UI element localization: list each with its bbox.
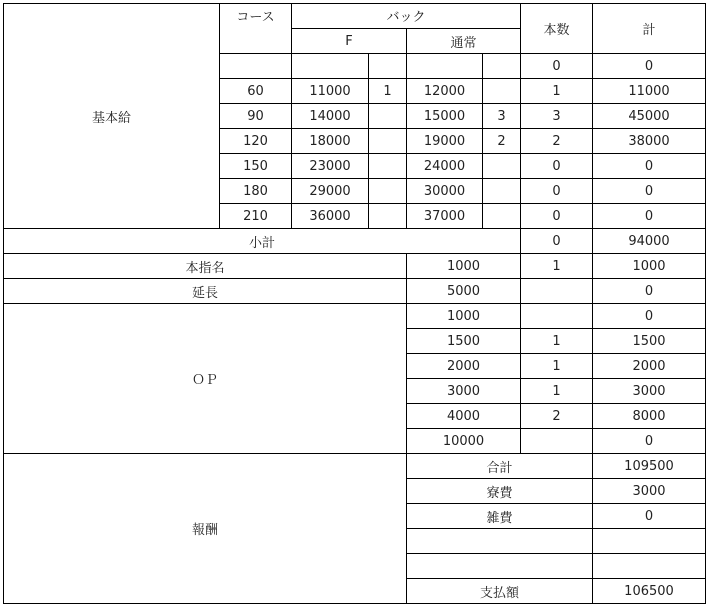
- count-cell[interactable]: 0: [520, 203, 593, 229]
- total-cell[interactable]: 0: [592, 153, 706, 179]
- hoshu-item-value[interactable]: [592, 528, 706, 554]
- hoshu-item-value[interactable]: 106500: [592, 578, 706, 604]
- f-price-cell[interactable]: 14000: [291, 103, 369, 129]
- encho-total[interactable]: 0: [592, 278, 706, 304]
- f-count-cell[interactable]: [368, 53, 407, 79]
- honshimei-total[interactable]: 1000: [592, 253, 706, 279]
- normal-price-cell[interactable]: [406, 53, 483, 79]
- f-count-cell[interactable]: [368, 203, 407, 229]
- count-cell[interactable]: 1: [520, 78, 593, 104]
- op-total-cell[interactable]: 1500: [592, 328, 706, 354]
- normal-count-cell[interactable]: [482, 53, 521, 79]
- hoshu-item-value[interactable]: 109500: [592, 453, 706, 479]
- normal-price-cell[interactable]: 30000: [406, 178, 483, 204]
- op-total-cell[interactable]: 3000: [592, 378, 706, 404]
- op-count-cell[interactable]: 2: [520, 403, 593, 429]
- normal-count-cell[interactable]: [482, 153, 521, 179]
- normal-count-cell[interactable]: [482, 178, 521, 204]
- subtotal-label[interactable]: 小計: [3, 228, 521, 254]
- total-cell[interactable]: 0: [592, 178, 706, 204]
- f-price-cell[interactable]: 29000: [291, 178, 369, 204]
- total-cell[interactable]: 0: [592, 53, 706, 79]
- f-price-cell[interactable]: 23000: [291, 153, 369, 179]
- normal-price-cell[interactable]: 15000: [406, 103, 483, 129]
- subtotal-count[interactable]: 0: [520, 228, 593, 254]
- count-cell[interactable]: 3: [520, 103, 593, 129]
- encho-price[interactable]: 5000: [406, 278, 521, 304]
- op-count-cell[interactable]: 1: [520, 353, 593, 379]
- header-total[interactable]: 計: [592, 3, 706, 54]
- op-total-cell[interactable]: 0: [592, 428, 706, 454]
- op-total-cell[interactable]: 2000: [592, 353, 706, 379]
- f-count-cell[interactable]: [368, 103, 407, 129]
- hoshu-item-value[interactable]: 0: [592, 503, 706, 529]
- encho-label[interactable]: 延長: [3, 278, 407, 304]
- hoshu-item-label[interactable]: [406, 528, 593, 554]
- op-count-cell[interactable]: [520, 428, 593, 454]
- header-f[interactable]: F: [291, 28, 407, 54]
- normal-count-cell[interactable]: [482, 203, 521, 229]
- op-total-cell[interactable]: 0: [592, 303, 706, 329]
- honshimei-label[interactable]: 本指名: [3, 253, 407, 279]
- f-count-cell[interactable]: [368, 178, 407, 204]
- count-cell[interactable]: 2: [520, 128, 593, 154]
- header-course[interactable]: コース: [219, 3, 292, 54]
- course-cell[interactable]: 180: [219, 178, 292, 204]
- course-cell[interactable]: 60: [219, 78, 292, 104]
- op-price-cell[interactable]: 2000: [406, 353, 521, 379]
- course-cell[interactable]: 150: [219, 153, 292, 179]
- header-count[interactable]: 本数: [520, 3, 593, 54]
- op-count-cell[interactable]: 1: [520, 328, 593, 354]
- op-price-cell[interactable]: 10000: [406, 428, 521, 454]
- course-cell[interactable]: 120: [219, 128, 292, 154]
- subtotal-total[interactable]: 94000: [592, 228, 706, 254]
- f-price-cell[interactable]: 36000: [291, 203, 369, 229]
- course-cell[interactable]: 210: [219, 203, 292, 229]
- op-price-cell[interactable]: 1000: [406, 303, 521, 329]
- f-count-cell[interactable]: [368, 128, 407, 154]
- count-cell[interactable]: 0: [520, 153, 593, 179]
- normal-count-cell[interactable]: [482, 78, 521, 104]
- normal-price-cell[interactable]: 24000: [406, 153, 483, 179]
- f-count-cell[interactable]: [368, 153, 407, 179]
- hoshu-item-label[interactable]: 寮費: [406, 478, 593, 504]
- honshimei-price[interactable]: 1000: [406, 253, 521, 279]
- op-label[interactable]: ＯＰ: [3, 303, 407, 454]
- encho-count[interactable]: [520, 278, 593, 304]
- op-price-cell[interactable]: 1500: [406, 328, 521, 354]
- count-cell[interactable]: 0: [520, 53, 593, 79]
- total-cell[interactable]: 11000: [592, 78, 706, 104]
- f-count-cell[interactable]: 1: [368, 78, 407, 104]
- kihonkyu-label-cell[interactable]: 基本給: [3, 3, 220, 229]
- header-back[interactable]: バック: [291, 3, 521, 29]
- header-normal[interactable]: 通常: [406, 28, 521, 54]
- hoshu-item-label[interactable]: 雑費: [406, 503, 593, 529]
- f-price-cell[interactable]: 11000: [291, 78, 369, 104]
- normal-price-cell[interactable]: 19000: [406, 128, 483, 154]
- hoshu-item-value[interactable]: 3000: [592, 478, 706, 504]
- op-total-cell[interactable]: 8000: [592, 403, 706, 429]
- normal-count-cell[interactable]: 2: [482, 128, 521, 154]
- f-price-cell[interactable]: 18000: [291, 128, 369, 154]
- count-cell[interactable]: 0: [520, 178, 593, 204]
- honshimei-count[interactable]: 1: [520, 253, 593, 279]
- course-cell[interactable]: [219, 53, 292, 79]
- op-count-cell[interactable]: 1: [520, 378, 593, 404]
- total-cell[interactable]: 0: [592, 203, 706, 229]
- course-cell[interactable]: 90: [219, 103, 292, 129]
- hoshu-item-label[interactable]: 支払額: [406, 578, 593, 604]
- op-price-cell[interactable]: 3000: [406, 378, 521, 404]
- op-price-cell[interactable]: 4000: [406, 403, 521, 429]
- total-cell[interactable]: 38000: [592, 128, 706, 154]
- f-price-cell[interactable]: [291, 53, 369, 79]
- hoshu-label[interactable]: 報酬: [3, 453, 407, 604]
- hoshu-item-label[interactable]: 合計: [406, 453, 593, 479]
- normal-price-cell[interactable]: 37000: [406, 203, 483, 229]
- normal-price-cell[interactable]: 12000: [406, 78, 483, 104]
- hoshu-item-value[interactable]: [592, 553, 706, 579]
- op-count-cell[interactable]: [520, 303, 593, 329]
- hoshu-item-label[interactable]: [406, 553, 593, 579]
- normal-count-cell[interactable]: 3: [482, 103, 521, 129]
- total-cell[interactable]: 45000: [592, 103, 706, 129]
